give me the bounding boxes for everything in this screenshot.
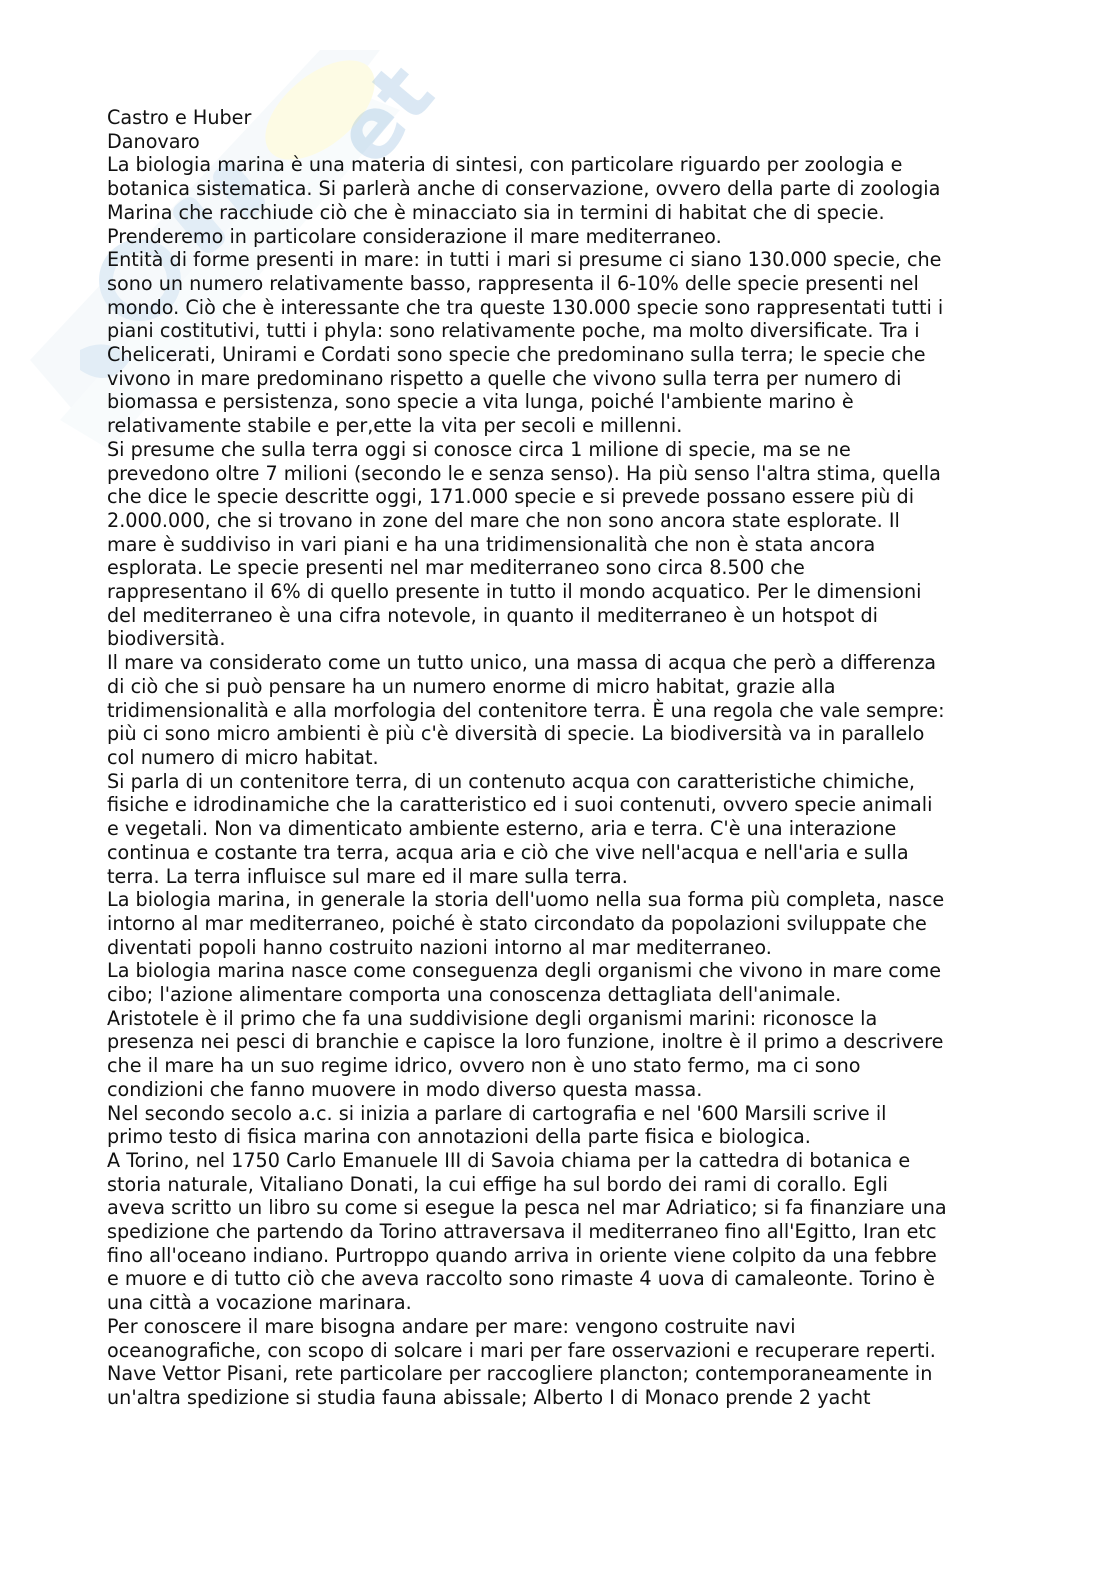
text-line: vivono in mare predominano rispetto a quelle che vivono sulla terra per numero di <box>107 366 902 390</box>
text-line: oceanografiche, con scopo di solcare i mari per fare osservazioni e recuperare reperti. <box>107 1338 936 1362</box>
text-line: diventati popoli hanno costruito nazioni intorno al mar mediterraneo. <box>107 935 772 959</box>
text-line: presenza nei pesci di branchie e capisce la loro funzione, inoltre è il primo a descrivere <box>107 1030 944 1054</box>
text-line: Il mare va considerato come un tutto unico, una massa di acqua che però a differenza <box>107 651 937 675</box>
text-line: Si presume che sulla terra oggi si conosce circa 1 milione di specie, ma se ne <box>107 437 851 461</box>
text-line: cibo; l'azione alimentare comporta una conoscenza dettagliata dell'animale. <box>107 983 842 1007</box>
text-line: Nave Vettor Pisani, rete particolare per raccogliere plancton; contemporaneamente in <box>107 1362 933 1386</box>
text-line: storia naturale, Vitaliano Donati, la cui effige ha sul bordo dei rami di corallo. Egli <box>107 1172 888 1196</box>
text-line: Si parla di un contenitore terra, di un contenuto acqua con caratteristiche chimiche, <box>107 769 915 793</box>
text-line: più ci sono micro ambienti è più c'è diversità di specie. La biodiversità va in parallelo <box>107 722 925 746</box>
text-line: Castro e Huber <box>107 106 252 129</box>
text-line: mare è suddiviso in vari piani e ha una tridimensionalità che non è stata ancora <box>107 532 876 556</box>
text-line: relativamente stabile e per,ette la vita per secoli e millenni. <box>107 414 683 438</box>
text-line: continua e costante tra terra, acqua aria e ciò che vive nell'acqua e nell'aria e sulla <box>107 840 909 864</box>
text-line: e muore e di tutto ciò che aveva raccolto sono rimaste 4 uova di camaleonte. Torino è <box>107 1267 935 1291</box>
text-line: Aristotele è il primo che fa una suddivisione degli organismi marini: riconosce la <box>107 1006 878 1030</box>
text-line: intorno al mar mediterraneo, poiché è stato circondato da popolazioni sviluppate che <box>107 911 927 935</box>
text-line: spedizione che partendo da Torino attraversava il mediterraneo fino all'Egitto, Iran etc <box>107 1220 937 1244</box>
text-line: del mediterraneo è una cifra notevole, in quanto il mediterraneo è un hotspot di <box>107 603 878 627</box>
text-line: rappresentano il 6% di quello presente in tutto il mondo acquatico. Per le dimensioni <box>107 580 922 604</box>
watermark-text: et <box>315 45 453 183</box>
text-line: Prenderemo in particolare considerazione il mare mediterraneo. <box>107 224 722 248</box>
text-line: botanica sistematica. Si parlerà anche di conservazione, ovvero della parte di zoologia <box>107 177 941 201</box>
text-line: tridimensionalità e alla morfologia del contenitore terra. È una regola che vale sempre: <box>107 698 945 722</box>
text-line: che il mare ha un suo regime idrico, ovvero non è uno stato fermo, ma ci sono <box>107 1054 861 1078</box>
document-body <box>107 106 1007 1410</box>
text-line: 2.000.000, che si trovano in zone del mare che non sono ancora state esplorate. Il <box>107 508 900 532</box>
text-line: che dice le specie descritte oggi, 171.000 specie e si prevede possano essere più di <box>107 485 915 509</box>
text-line: primo testo di fisica marina con annotazioni della parte fisica e biologica. <box>107 1125 811 1149</box>
text-line: Entità di forme presenti in mare: in tutti i mari si presume ci siano 130.000 specie, che <box>107 248 942 272</box>
text-line: fino all'oceano indiano. Purtroppo quando arriva in oriente viene colpito da una febbre <box>107 1243 937 1267</box>
text-line: terra. La terra influisce sul mare ed il mare sulla terra. <box>107 864 628 888</box>
text-line: biodiversità. <box>107 627 226 651</box>
text-line: di ciò che si può pensare ha un numero enorme di micro habitat, grazie alla <box>107 674 836 698</box>
text-line: A Torino, nel 1750 Carlo Emanuele III di Savoia chiama per la cattedra di botanica e <box>107 1148 911 1172</box>
text-line: piani costitutivi, tutti i phyla: sono relativamente poche, ma molto diversificate. Tra i <box>107 319 920 343</box>
text-line: La biologia marina, in generale la storia dell'uomo nella sua forma più completa, nasce <box>107 888 945 912</box>
text-line: un'altra spedizione si studia fauna abissale; Alberto I di Monaco prende 2 yacht <box>107 1385 871 1409</box>
text-line: col numero di micro habitat. <box>107 745 379 769</box>
text-line: prevedono oltre 7 milioni (secondo le e senza senso). Ha più senso l'altra stima, quella <box>107 461 941 485</box>
text-line: La biologia marina nasce come conseguenza degli organismi che vivono in mare come <box>107 959 942 983</box>
text-line: aveva scritto un libro su come si esegue la pesca nel mar Adriatico; si fa finanziare una <box>107 1196 947 1220</box>
text-line: La biologia marina è una materia di sintesi, con particolare riguardo per zoologia e <box>107 153 903 177</box>
text-line: e vegetali. Non va dimenticato ambiente esterno, aria e terra. C'è una interazione <box>107 817 897 841</box>
text-line: Danovaro <box>107 129 200 153</box>
text-line: una città a vocazione marinara. <box>107 1291 412 1315</box>
text-line: Nel secondo secolo a.c. si inizia a parlare di cartografia e nel '600 Marsili scrive il <box>107 1101 887 1125</box>
text-line: sono un numero relativamente basso, rappresenta il 6-10% delle specie presenti nel <box>107 271 919 295</box>
text-line: fisiche e idrodinamiche che la caratteristico ed i suoi contenuti, ovvero specie animali <box>107 793 933 817</box>
text-line: mondo. Ciò che è interessante che tra queste 130.000 specie sono rappresentati tutti i <box>107 295 944 319</box>
text-line: Chelicerati, Unirami e Cordati sono specie che predominano sulla terra; le specie che <box>107 343 926 367</box>
text-line: condizioni che fanno muovere in modo diverso questa massa. <box>107 1077 703 1101</box>
text-line: esplorata. Le specie presenti nel mar mediterraneo sono circa 8.500 che <box>107 556 805 580</box>
text-line: biomassa e persistenza, sono specie a vita lunga, poiché l'ambiente marino è <box>107 390 854 414</box>
text-line: Marina che racchiude ciò che è minacciato sia in termini di habitat che di specie. <box>107 200 885 224</box>
text-line: Per conoscere il mare bisogna andare per mare: vengono costruite navi <box>107 1314 796 1338</box>
